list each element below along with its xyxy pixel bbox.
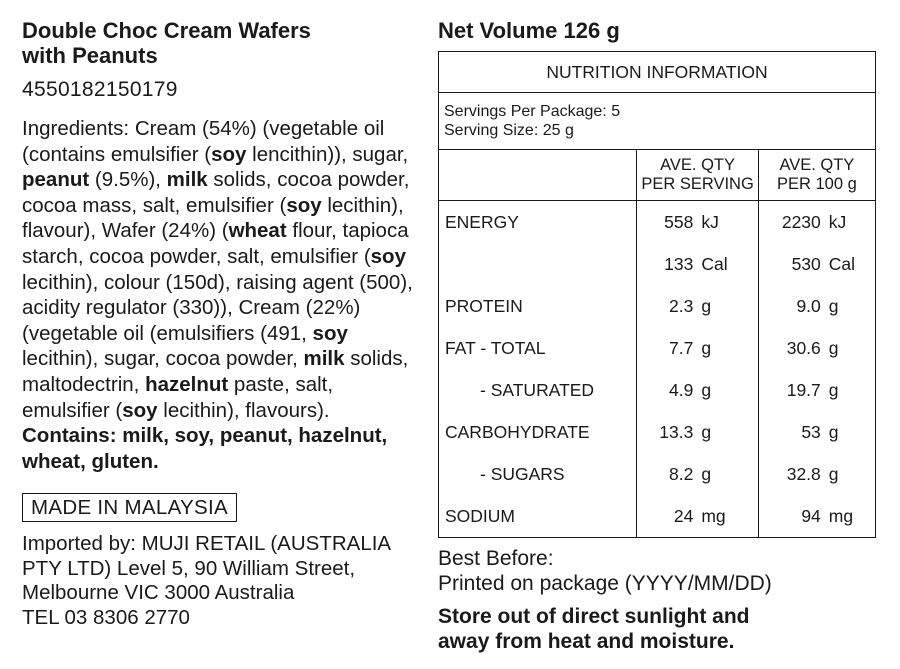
ingredients-segment: lecithin), flavour), Wafer (24%) ( [22, 193, 404, 243]
per-100g-value: 53 [801, 421, 821, 442]
nutrient-label: SODIUM [439, 495, 637, 538]
importer-details [22, 532, 420, 630]
per-100g-value: 94 [801, 505, 821, 526]
per-100g-cell [758, 453, 875, 495]
per-serving-value: 133 [664, 253, 694, 274]
ingredients-segment: lecithin), flavours). [157, 398, 330, 422]
per-100g-cell [758, 411, 875, 453]
ingredients-segment: flour, tapioca starch, cocoa powder, salt, emulsifier ( [22, 219, 409, 268]
left-column [22, 14, 420, 630]
per-100g-unit: g [828, 337, 839, 358]
best-before [438, 547, 772, 596]
product-name-line1: Double Choc Cream Wafers [22, 18, 311, 43]
allergen-highlight: soy [122, 398, 158, 422]
nutrition-panel [438, 51, 876, 538]
header-per-serving [637, 150, 758, 201]
nutrient-label: ENERGY [439, 201, 637, 244]
serving-info [439, 93, 876, 150]
per-100g-unit: g [828, 463, 839, 484]
nutrient-row-sugars [439, 453, 876, 495]
per-100g-cell [758, 495, 875, 538]
allergen-highlight: hazelnut [145, 372, 229, 396]
ingredients-segment: lencithin)), sugar, [246, 142, 409, 166]
per-serving-value: 7.7 [669, 337, 694, 358]
header-per-serving-line1: AVE. QTY [660, 156, 735, 174]
per-serving-value: 2.3 [669, 295, 694, 316]
per-serving-cell [637, 327, 758, 369]
header-per-100g-line1: AVE. QTY [779, 156, 855, 174]
per-100g-cell [758, 327, 875, 369]
allergen-highlight: soy [370, 244, 406, 268]
allergen-highlight: peanut [22, 168, 90, 192]
barcode-number: 4550182150179 [22, 78, 178, 101]
nutrient-row-energy-kj [439, 201, 876, 244]
per-100g-value: 19.7 [786, 379, 821, 400]
per-serving-cell [637, 411, 758, 453]
ingredients-segment: lecithin), sugar, cocoa powder, [22, 347, 304, 371]
nutrient-label: PROTEIN [439, 285, 637, 327]
per-serving-unit: g [701, 337, 712, 358]
ingredients-segment: solids, maltodectrin, [22, 347, 409, 396]
per-serving-value: 8.2 [669, 463, 694, 484]
product-name [22, 18, 420, 68]
nutrient-label: CARBOHYDRATE [439, 411, 637, 453]
nutrition-column-headers [439, 150, 876, 201]
servings-per-package: Servings Per Package: 5 [444, 103, 621, 120]
ingredients-segment: lecithin), colour (150d), raising agent (500), acidity regulator (330)), Cream (22%) (vegetable oil (emulsifiers (491, [22, 270, 413, 345]
per-serving-unit: g [701, 295, 712, 316]
allergen-highlight: soy [211, 142, 247, 166]
per-serving-cell [637, 369, 758, 411]
nutrient-row-saturated [439, 369, 876, 411]
per-serving-value: 4.9 [669, 379, 694, 400]
per-100g-value: 32.8 [786, 463, 821, 484]
best-before-format: Printed on package (YYYY/MM/DD) [438, 571, 772, 595]
ingredients-segment: paste, salt, emulsifier ( [22, 372, 334, 422]
nutrient-label: - SUGARS [439, 453, 637, 495]
allergen-highlight: milk [303, 347, 345, 371]
per-serving-unit: kJ [701, 211, 719, 232]
per-serving-unit: g [701, 421, 712, 442]
per-serving-unit: g [701, 379, 712, 400]
header-per-100g [758, 150, 875, 201]
importer-phone: TEL 03 8306 2770 [22, 605, 190, 629]
per-serving-cell [637, 201, 758, 244]
per-100g-value: 9.0 [796, 295, 821, 316]
nutrient-row-energy-cal [439, 243, 876, 285]
per-100g-unit: g [828, 379, 839, 400]
nutrient-row-fat-total [439, 327, 876, 369]
per-serving-unit: g [701, 463, 712, 484]
nutrient-label: - SATURATED [439, 369, 637, 411]
per-serving-value: 13.3 [659, 421, 694, 442]
per-100g-cell [758, 201, 875, 244]
allergen-highlight: wheat [228, 219, 287, 243]
allergen-highlight: milk [166, 168, 208, 192]
net-volume: Net Volume 126 g [438, 18, 620, 43]
per-serving-unit: Cal [701, 253, 728, 274]
header-per-serving-line2: PER SERVING [641, 175, 754, 193]
per-100g-unit: Cal [828, 253, 856, 274]
per-serving-cell [637, 243, 758, 285]
per-100g-unit: mg [828, 505, 854, 526]
ingredients-segment: solids, cocoa powder, cocoa mass, salt, emulsifier ( [22, 168, 410, 217]
header-per-100g-line2: PER 100 g [776, 175, 857, 193]
ingredients-segment: (9.5%), [89, 168, 167, 192]
per-serving-cell [637, 453, 758, 495]
country-of-origin-box: MADE IN MALAYSIA [22, 493, 237, 522]
per-100g-value: 2230 [781, 211, 821, 232]
importer-line3: Melbourne VIC 3000 Australia [22, 581, 295, 605]
per-100g-value: 530 [791, 253, 821, 274]
allergen-highlight: soy [312, 321, 348, 345]
per-100g-cell [758, 243, 875, 285]
per-100g-unit: kJ [828, 211, 847, 232]
nutrient-label: FAT - TOTAL [439, 327, 637, 369]
per-100g-cell [758, 285, 875, 327]
per-100g-value: 30.6 [786, 337, 821, 358]
importer-line1: Imported by: MUJI RETAIL (AUSTRALIA [22, 532, 392, 556]
product-name-line2: with Peanuts [22, 43, 158, 68]
nutrient-row-carbohydrate [439, 411, 876, 453]
header-blank [439, 150, 637, 201]
nutrient-row-sodium [439, 495, 876, 538]
per-serving-value: 24 [673, 505, 694, 526]
right-column [438, 14, 878, 653]
allergen-statement: Contains: milk, soy, peanut, hazelnut, wheat, gluten. [22, 424, 388, 473]
per-100g-unit: g [828, 421, 839, 442]
nutrition-title: NUTRITION INFORMATION [439, 52, 876, 93]
ingredients-segment: Ingredients: Cream (54%) (vegetable oil (contains emulsifier ( [22, 117, 385, 166]
per-serving-cell [637, 285, 758, 327]
nutrient-row-protein [439, 285, 876, 327]
per-serving-cell [637, 495, 758, 538]
per-serving-value: 558 [664, 211, 694, 232]
storage-line2: away from heat and moisture. [438, 629, 735, 653]
per-100g-unit: g [828, 295, 839, 316]
storage-instructions [438, 605, 750, 654]
per-100g-cell [758, 369, 875, 411]
ingredients-text [22, 116, 420, 423]
storage-line1: Store out of direct sunlight and [438, 605, 750, 628]
per-serving-unit: mg [701, 505, 726, 526]
serving-size: Serving Size: 25 g [444, 122, 574, 139]
best-before-label: Best Before: [438, 547, 554, 570]
nutrient-label [439, 243, 637, 285]
allergen-highlight: soy [286, 193, 322, 217]
importer-line2: PTY LTD) Level 5, 90 William Street, [22, 556, 356, 580]
